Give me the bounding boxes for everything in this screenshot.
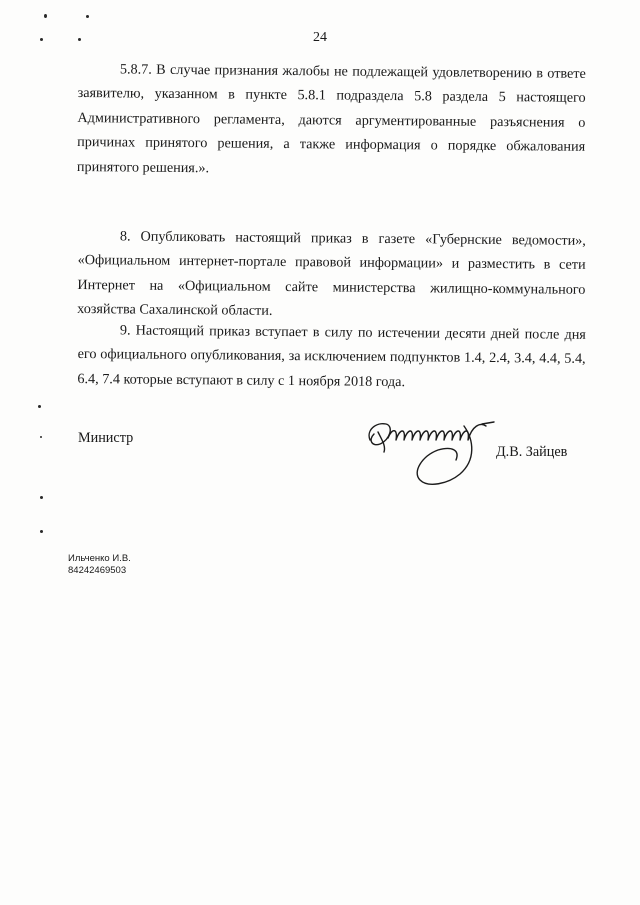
scan-speck	[40, 436, 42, 438]
paragraph-text: 9. Настоящий приказ вступает в силу по истечении десяти дней после дня его официального опубликования, за исключением подпунктов 1.4, 2.4, 3.4, 4.4, 5.4, 6.4, 7.4 которые вступают в силу с 1 ноября 2018 года.	[77, 322, 586, 390]
executor-phone: 84242469503	[68, 565, 127, 576]
executor-info	[68, 553, 131, 577]
signer-name: Д.В. Зайцев	[496, 444, 568, 460]
paragraph-text: 5.8.7. В случае признания жалобы не подлежащей удовлетворению в ответе заявителю, указанном в пункте 5.8.1 подраздела 5.8 раздела 5 настоящего Административного регламента, даются аргументированные разъяснения о причинах принятого решения, а также информация о порядке обжалования принятого решения.».	[76, 61, 586, 176]
scan-speck	[44, 14, 47, 18]
paragraph-9	[77, 318, 586, 396]
page-number: 24	[313, 30, 327, 45]
paragraph-8	[77, 224, 586, 326]
handwritten-signature	[364, 410, 504, 492]
scan-speck	[40, 530, 43, 533]
paragraph-5-8-7	[77, 57, 586, 184]
executor-name: Ильченко И.В.	[68, 553, 131, 564]
scan-speck	[40, 496, 43, 499]
signer-position: Министр	[78, 430, 134, 446]
scan-speck	[38, 405, 41, 408]
scan-speck	[86, 15, 89, 18]
paragraph-text: 8. Опубликовать настоящий приказ в газете «Губернские ведомости», «Официальном интернет-портале правовой информации» и разместить в сети Интернет на «Официальном сайте министерства жилищно-коммунального хозяйства Сахалинской области.	[77, 228, 586, 320]
